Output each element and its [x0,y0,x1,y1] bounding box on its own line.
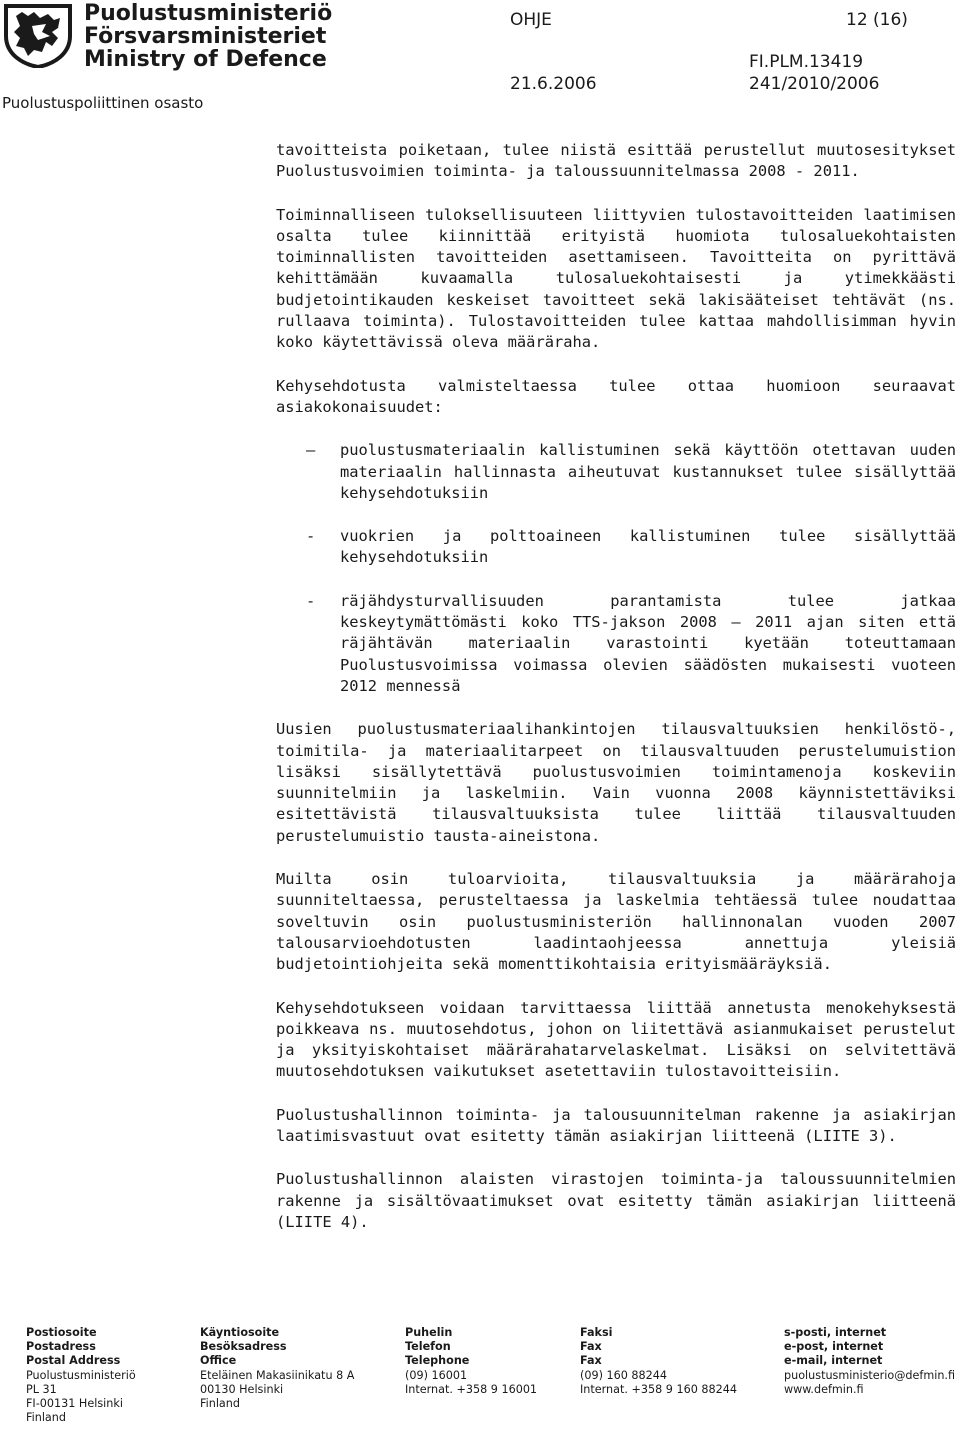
footer-label: Käyntiosoite [200,1326,280,1339]
list-item-text: vuokrien ja polttoaineen kallistuminen tulee sisällyttää kehysehdotuksiin [340,527,956,567]
bullet-mark: - [306,591,316,610]
footer-label: Office [200,1354,237,1368]
list-item-text: puolustusmateriaalin kallistuminen sekä käyttöön otettavan uuden materiaalin hallinnasta aiheutuvat kustannukset tulee sisällyttää kehysehdotuksiin [340,441,956,502]
footer-value: Puolustusministeriö [26,1368,136,1382]
footer-value: Internat. +358 9 160 88244 [580,1382,737,1396]
list-item [276,526,956,569]
list-item [276,591,956,697]
bullet-mark: - [306,527,316,546]
footer-value: Finland [200,1397,240,1411]
footer-website-link[interactable]: www.defmin.fi [784,1382,864,1396]
coat-of-arms-logo [2,2,74,68]
document-body [276,140,956,1255]
paragraph-2: Toiminnalliseen tuloksellisuuteen liittyvien tulostavoitteiden laatimisen osalta tulee kiinnittää erityistä huomiota tulosaluekohtaisten toiminnallisten tavoitteiden asettamiseen. Tavoitteita on pyrittävä kehittämään kuvaamalla tulosaluekohtaisesti ja ytimekkäästi budjetointikauden keskeiset tavoitteet sekä lakisääteiset tehtävät (ns. rullaava toiminta). Tulostavoitteiden tulee kattaa mahdollisimman hyvin koko käytettävissä oleva määräraha. [276,205,956,352]
ministry-name-en: Ministry of Defence [84,47,327,72]
footer-label: Puhelin [405,1326,453,1339]
list-item [276,440,956,504]
ministry-name-fi: Puolustusministeriö [84,1,333,26]
footer-email-link[interactable]: puolustusministerio@defmin.fi [784,1368,956,1382]
footer-label: Faksi [580,1326,613,1339]
footer-label: Fax [580,1340,602,1354]
paragraph-4: Uusien puolustusmateriaalihankintojen tilausvaltuuksien henkilöstö-, toimitila- ja materiaalitarpeet on tilausvaltuuden perustelumuistion lisäksi sisällytettävä puolustusvoimien toimintamenoja koskeviin suunnitelmiin ja laskelmiin. Vain vuonna 2008 käynnistettäviksi esitettävistä tilausvaltuuksista tulee liittää tilausvaltuuden perustelumuistio tausta-aineistona. [276,720,956,845]
paragraph-1: tavoitteista poiketaan, tulee niistä esittää perustellut muutosesitykset Puolustusvoimien toiminta- ja taloussuunnitelmassa 2008 - 2011. [276,141,956,181]
footer-label: Postiosoite [26,1326,97,1339]
footer-label: Postadress [26,1340,96,1354]
page-number: 12 (16) [846,10,908,30]
footer-fax [580,1326,737,1397]
footer-value: Finland [26,1411,66,1425]
footer-label: Besöksadress [200,1340,287,1354]
footer-label: e-mail, internet [784,1354,883,1368]
footer-visiting-address [200,1326,354,1411]
document-type: OHJE [510,10,552,30]
paragraph-6: Kehysehdotukseen voidaan tarvittaessa liittää annetusta menokehyksestä poikkeava ns. muutosehdotus, johon on liitettävä asianmukaiset perustelut ja yksityiskohtaiset määrärahatarvelaskelmat. Lisäksi on selvitettävä muutosehdotuksen vaikutukset asetettaviin tulostavoitteisiin. [276,998,956,1081]
paragraph-5: Muilta osin tuloarvioita, tilausvaltuuksia ja määrärahoja suunniteltaessa, perusteltaessa ja laskelmia tehtäessä tulee noudattaa soveltuvin osin puolustusministeriön hallinnonalan vuoden 2007 talousarvioehdotusten laadintaohjeessa annettuja yleisiä budjetointiohjeita sekä momenttikohtaisia erityismääräyksiä. [276,870,956,974]
footer-postal-address [26,1326,136,1425]
footer-email-internet [784,1326,955,1397]
paragraph-7: Puolustushallinnon toiminta- ja talousuunnitelman rakenne ja asiakirjan laatimisvastuut ovat esitetty tämän asiakirjan liitteenä (LIITE 3). [276,1105,956,1145]
footer-label: Fax [580,1354,602,1368]
footer-label: s-posti, internet [784,1326,887,1339]
footer-value: Eteläinen Makasiinikatu 8 A [200,1368,355,1382]
footer-label: Postal Address [26,1354,121,1368]
department-name: Puolustuspoliittinen osasto [2,94,204,112]
footer-label: Telephone [405,1354,470,1368]
footer-telephone [405,1326,537,1397]
footer-value: 00130 Helsinki [200,1382,284,1396]
document-date: 21.6.2006 [510,74,597,94]
paragraph-8: Puolustushallinnon alaisten virastojen toiminta-ja taloussuunnitelmien rakenne ja sisältövaatimukset ovat esitetty tämän asiakirjan liitteenä (LIITE 4). [276,1170,956,1231]
footer-value: FI-00131 Helsinki [26,1397,123,1411]
bullet-mark: – [306,441,316,460]
paragraph-3: Kehysehdotusta valmisteltaessa tulee ottaa huomioon seuraavat asiakokonaisuudet: [276,376,956,416]
diary-number: 241/2010/2006 [749,74,880,94]
ministry-name-sv: Försvarsministeriet [84,24,327,49]
reference-code: FI.PLM.13419 [749,52,864,72]
footer [0,1326,960,1430]
footer-value: Internat. +358 9 16001 [405,1382,538,1396]
footer-label: e-post, internet [784,1340,884,1354]
footer-value: PL 31 [26,1382,57,1396]
list-item-text: räjähdysturvallisuuden parantamista tulee jatkaa keskeytymättömästi koko TTS-jakson 2008 — 2011 ajan siten että räjähtävän materiaalin varastointi kyetään toteuttamaan Puolustusvoimissa voimassa olevien säädösten mukaisesti vuoteen 2012 mennessä [340,591,956,695]
footer-value: (09) 16001 [405,1368,468,1382]
footer-value: (09) 160 88244 [580,1368,668,1382]
footer-label: Telefon [405,1340,451,1354]
